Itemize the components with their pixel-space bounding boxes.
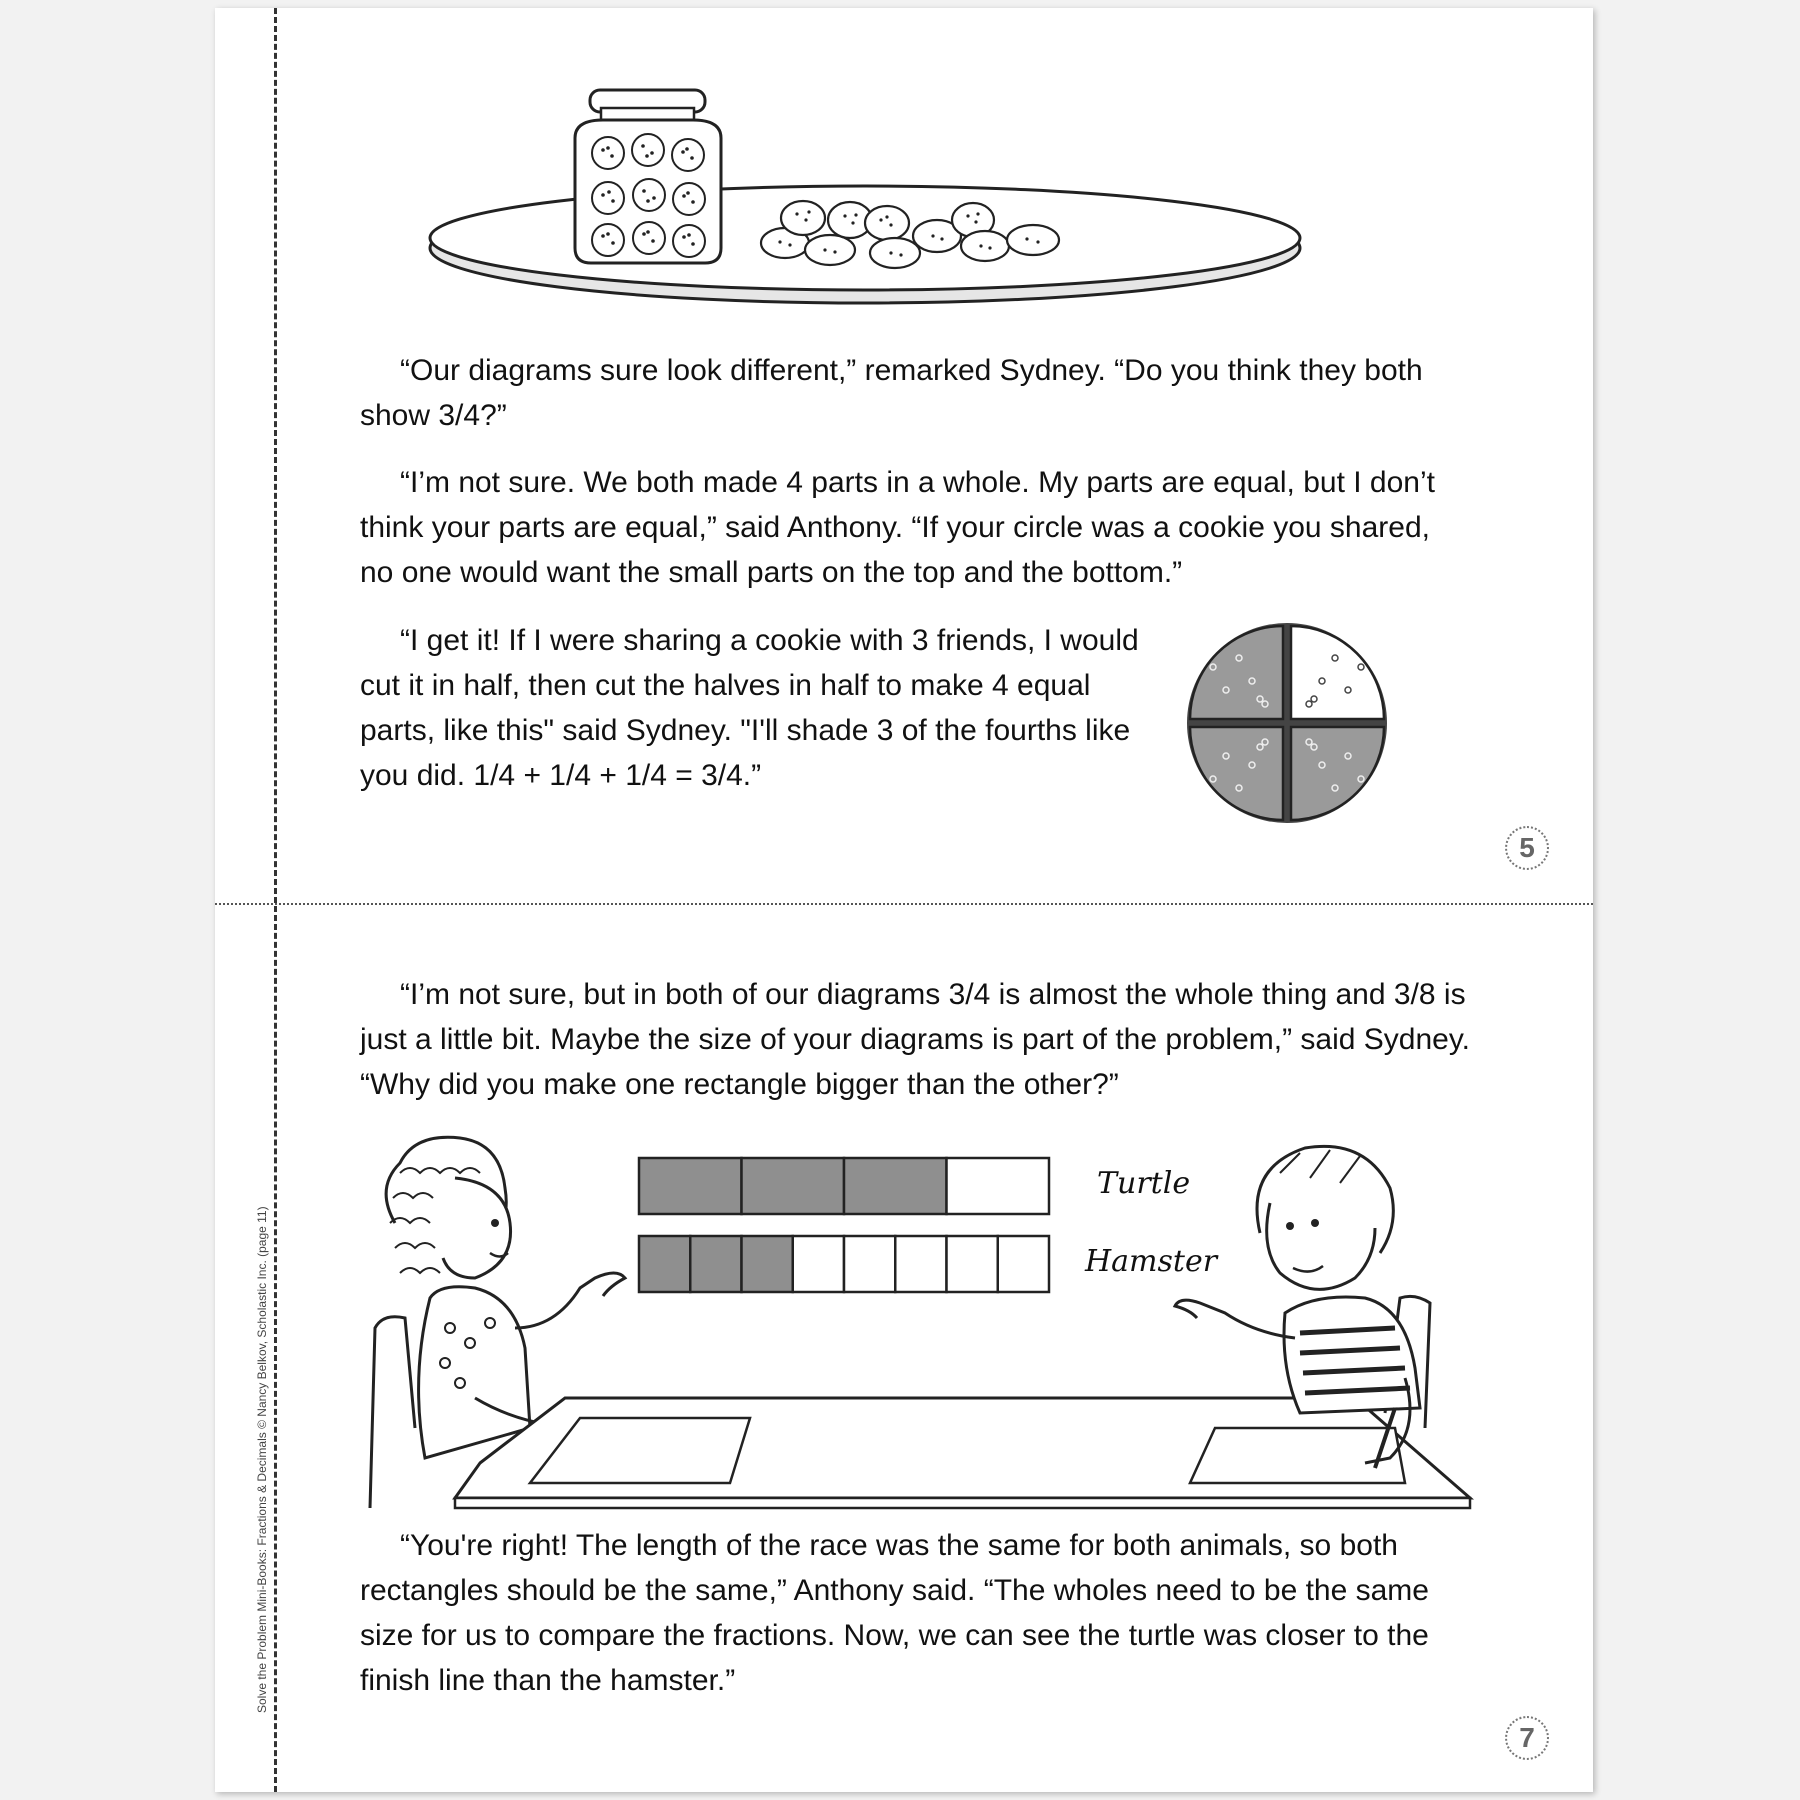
cookie-quarter-3 xyxy=(1190,727,1283,820)
page7-paragraph-1: “I’m not sure, but in both of our diagrams 3/4 is almost the whole thing and 3/8 is just a little bit. Maybe the size of your diagrams is part of the problem,” said Sydney. “Why did you make one rectangle bigger than the other?” xyxy=(360,978,1470,1101)
hamster-label: Hamster xyxy=(1085,1244,1218,1279)
hamster-bar-segment-7 xyxy=(947,1236,998,1292)
cookie-jar-plate-illustration xyxy=(425,78,1315,318)
hamster-bar-segment-2 xyxy=(690,1236,741,1292)
fraction-bar-diagram xyxy=(635,1154,1055,1300)
vertical-fold-line xyxy=(274,8,277,1792)
turtle-bar-segment-4 xyxy=(947,1158,1050,1214)
cookie-quarter-4 xyxy=(1291,727,1384,820)
page5-paragraph-2: “I’m not sure. We both made 4 parts in a whole. My parts are equal, but I don’t think your parts are equal,” said Anthony. “If your circle was a cookie you shared, no one would want the small parts on the top and the bottom.” xyxy=(360,466,1435,589)
turtle-bar-segment-1 xyxy=(639,1158,742,1214)
hamster-bar-segment-6 xyxy=(895,1236,946,1292)
cookie-fourths-diagram xyxy=(1182,618,1392,828)
hamster-bar-segment-8 xyxy=(998,1236,1049,1292)
cookie-quarter-2 xyxy=(1291,626,1384,719)
cookie-quarter-1 xyxy=(1190,626,1283,719)
hamster-bar-segment-5 xyxy=(844,1236,895,1292)
copyright-credit: Solve the Problem Mini-Books: Fractions & Decimals © Nancy Belkov, Scholastic Inc. (page 11) xyxy=(255,1206,269,1713)
horizontal-fold-line xyxy=(215,903,1593,905)
page-number-5: 5 xyxy=(1505,826,1549,870)
hamster-bar-segment-3 xyxy=(742,1236,793,1292)
hamster-bar-segment-1 xyxy=(639,1236,690,1292)
turtle-bar-segment-2 xyxy=(742,1158,845,1214)
page7-paragraph-2: “You're right! The length of the race was the same for both animals, so both rectangles should be the same,” Anthony said. “The wholes need to be the same size for us to compare the fractions. Now, we can see the turtle was closer to the finish line than the hamster.” xyxy=(360,1529,1429,1697)
worksheet-sheet xyxy=(215,8,1593,1792)
page5-paragraph-1: “Our diagrams sure look different,” remarked Sydney. “Do you think they both show 3/4?” xyxy=(360,354,1423,432)
page-number-7: 7 xyxy=(1505,1716,1549,1760)
page5-paragraph-3: “I get it! If I were sharing a cookie with 3 friends, I would cut it in half, then cut the halves in half to make 4 equal parts, like this" said Sydney. "I'll shade 3 of the fourths like you did. 1/4 + 1/4 + 1/4 = 3/4.” xyxy=(360,624,1139,792)
turtle-label: Turtle xyxy=(1097,1166,1191,1201)
hamster-bar-segment-4 xyxy=(793,1236,844,1292)
turtle-bar-segment-3 xyxy=(844,1158,947,1214)
